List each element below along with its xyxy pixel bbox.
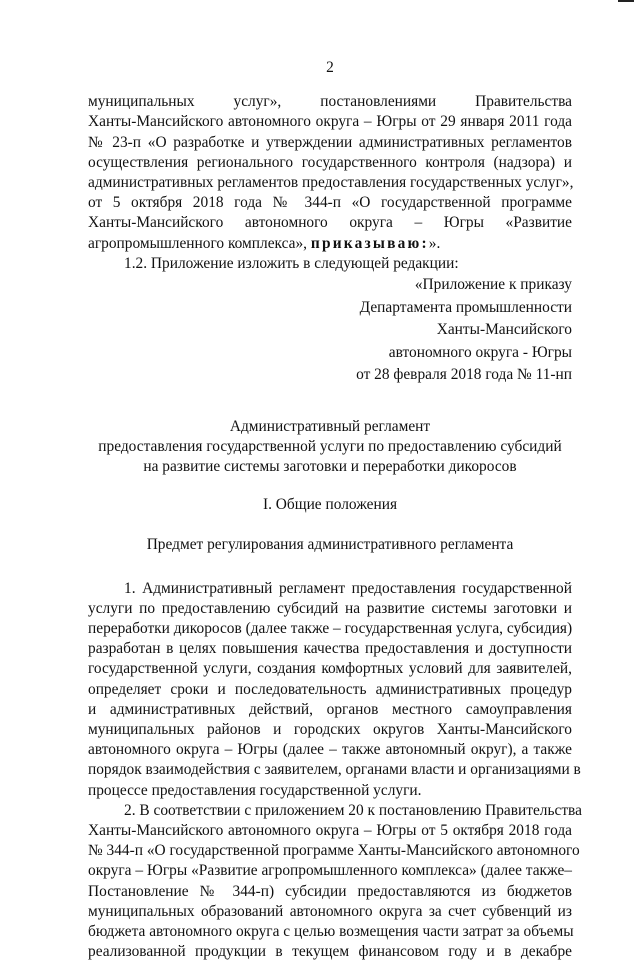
- text-line: 2. В соответствии с приложением 20 к постановлению Правительства: [124, 801, 582, 819]
- text-line: бюджета автономного округа с целью возмещения части затрат за объемы: [88, 923, 574, 940]
- title-line: Административный регламент: [229, 417, 431, 435]
- text-line: Постановление № 344-п) субсидии предоставляются из бюджетов: [88, 882, 572, 900]
- text-line: от 5 октября 2018 года № 344-п «О государственной программе: [88, 194, 572, 212]
- item-1-2: 1.2. Приложение изложить в следующей редакции:: [124, 254, 459, 272]
- order-word: приказываю:: [310, 234, 429, 252]
- text-line: и административных действий, органов местного самоуправления: [88, 700, 572, 718]
- text-line: Ханты-Мансийского автономного округа – Югры от 5 октября 2018 года: [88, 821, 572, 839]
- title-line: на развитие системы заготовки и переработки дикоросов: [143, 457, 517, 475]
- text-line: [88, 234, 572, 254]
- text-line: переработки дикоросов (далее также – государственная услуга, субсидия): [88, 619, 573, 637]
- text-fragment: ».: [428, 234, 441, 252]
- paragraph-1: [88, 579, 581, 801]
- text-line: муниципальных услуг», постановлениями Правительства: [88, 93, 572, 111]
- text-line: 1. Административный регламент предоставления государственной: [124, 579, 572, 597]
- text-line: осуществления регионального государственного контроля (надзора) и: [88, 153, 572, 171]
- text-line: Ханты-Мансийского автономного округа – Югры от 29 января 2011 года: [88, 113, 572, 131]
- subject-heading: Предмет регулирования административного регламента: [146, 536, 514, 554]
- text-line: порядок взаимодействия с заявителем, органами власти и организациями в: [88, 761, 581, 779]
- text-line: № 344-п «О государственной программе Ханты-Мансийского автономного: [88, 842, 580, 860]
- text-line: услуги по предоставлению субсидий на развитие системы заготовки и: [88, 599, 572, 617]
- page-number: 2: [326, 59, 334, 76]
- text-line: административных регламентов предоставления государственных услуг»,: [88, 174, 574, 192]
- text-line: муниципальных районов и городских округов Ханты-Мансийского: [88, 720, 572, 738]
- scan-mark: [618, 0, 634, 2]
- appendix-line: от 28 февраля 2018 года № 11-нп: [356, 366, 572, 384]
- text-line: Ханты-Мансийского автономного округа – Югры «Развитие: [88, 214, 572, 232]
- text-line: процессе предоставления государственной услуги.: [88, 781, 422, 799]
- intro-paragraph: [88, 92, 572, 254]
- appendix-header: [88, 274, 572, 387]
- text-line: автономного округа – Югры (далее – также автономный округ), а также: [88, 741, 572, 759]
- text-fragment: агропромышленного комплекса»,: [88, 234, 311, 252]
- text-line: муниципальных образований автономного округа за счет субвенций из: [88, 902, 572, 920]
- appendix-line: Ханты-Мансийского: [436, 321, 572, 339]
- text-line: государственной услуги, создания комфортных условий для заявителей,: [88, 660, 572, 678]
- regulation-title: [88, 417, 572, 478]
- section-heading: I. Общие положения: [262, 496, 398, 514]
- document-page: [88, 58, 582, 962]
- text-line: разработан в целях повышения качества предоставления и доступности: [88, 640, 572, 658]
- appendix-line: автономного округа - Югры: [388, 343, 572, 361]
- paragraph-2: [88, 801, 582, 962]
- text-line: округа – Югры «Развитие агропромышленного комплекса» (далее также–: [88, 862, 572, 880]
- text-line: реализованной продукции в текущем финансовом году и в декабре: [88, 943, 572, 961]
- text-line: определяет сроки и последовательность административных процедур: [88, 680, 572, 698]
- appendix-line: Департамента промышленности: [359, 298, 572, 316]
- text-line: № 23-п «О разработке и утверждении административных регламентов: [88, 133, 572, 151]
- appendix-line: «Приложение к приказу: [414, 276, 572, 294]
- title-line: предоставления государственной услуги по предоставлению субсидий: [98, 437, 562, 455]
